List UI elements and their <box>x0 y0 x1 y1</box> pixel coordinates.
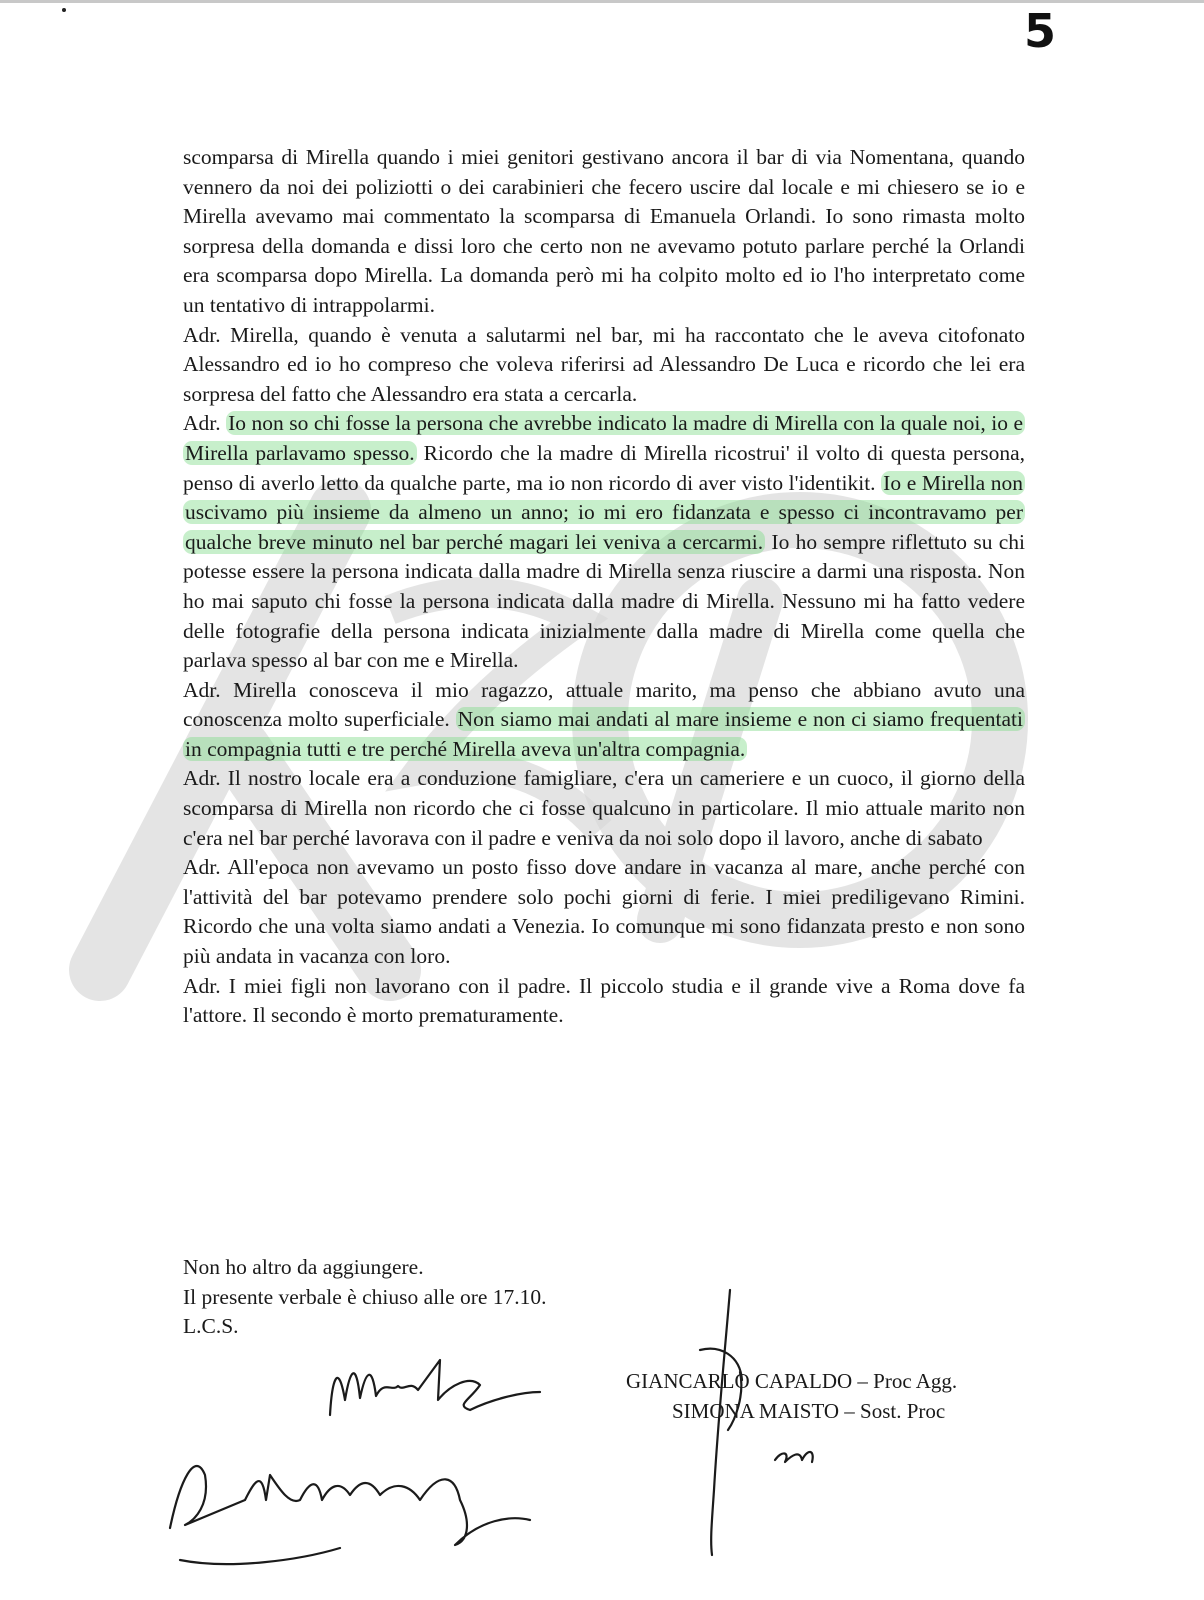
closing-time: Il presente verbale è chiuso alle ore 17.10. <box>183 1284 547 1309</box>
text-segment: Adr. Il nostro locale era a conduzione famigliare, c'era un cameriere e un cuoco, il giorno della scomparsa di Mirella non ricordo che ci fosse qualcuno in particolare. Il mio attuale marito non c'era nel bar perché lavorava con il padre e veniva da noi solo dopo il lavoro, anche di sabato <box>183 766 1025 850</box>
closing-statement: Non ho altro da aggiungere. <box>183 1255 424 1279</box>
signatory-maisto: SIMONA MAISTO – Sost. Proc <box>672 1399 946 1423</box>
signature-witness-1 <box>330 1360 540 1415</box>
paragraph <box>183 853 1025 971</box>
paragraph <box>183 764 1025 853</box>
signatories-block <box>626 1366 957 1426</box>
paragraph <box>183 972 1025 1031</box>
signature-witness-2 <box>170 1466 530 1545</box>
text-segment: Adr. I miei figli non lavorano con il padre. Il piccolo studia e il grande vive a Roma dove fa l'attore. Il secondo è morto prematuramente. <box>183 973 1025 1028</box>
highlighted-text: Io e Mirella non uscivamo più insieme da almeno un anno; io mi ero fidanzata e spesso ci incontravamo per qualche breve minuto nel bar perché magari lei veniva a cercarmi. <box>185 470 1023 554</box>
text-segment: Adr. <box>183 411 227 436</box>
signatory-capaldo: GIANCARLO CAPALDO – Proc Agg. <box>626 1369 958 1393</box>
scan-speck <box>62 8 66 12</box>
verbale-body <box>183 143 1025 1031</box>
page-top-border <box>0 0 1204 3</box>
paragraph <box>183 409 1025 675</box>
text-segment: scomparsa di Mirella quando i miei genitori gestivano ancora il bar di via Nomentana, quando vennero da noi dei poliziotti o dei carabinieri che fecero uscire dal locale e mi chiesero se io e Mirella avevamo mai commentato la scomparsa di Emanuela Orlandi. Io sono rimasta molto sorpresa della domanda e dissi loro che certo non ne avevamo potuto parlare perché la Orlandi era scomparsa dopo Mirella. La domanda però mi ha colpito molto ed io l'ho interpretato come un tentativo di intrappolarmi. <box>183 145 1025 317</box>
text-segment: Ricordo che la madre di Mirella ricostrui' il volto di questa persona, penso di averlo letto da qualche parte, ma io non ricordo di aver visto l'identikit. <box>183 440 1025 495</box>
highlighted-text: Non siamo mai andati al mare insieme e non ci siamo frequentati in compagnia tutti e tre perché Mirella aveva un'altra compagnia. <box>185 707 1024 761</box>
closing-block <box>183 1253 547 1342</box>
page-number: 5 <box>1023 4 1056 58</box>
text-segment: Adr. Mirella, quando è venuta a salutarmi nel bar, mi ha raccontato che le aveva citofonato Alessandro ed io ho compreso che voleva riferirsi ad Alessandro De Luca e ricordo che lei era sorpresa del fatto che Alessandro era stata a cercarla. <box>183 322 1025 406</box>
text-segment: Adr. All'epoca non avevamo un posto fisso dove andare in vacanza al mare, anche perché con l'attività del bar potevamo prendere solo pochi giorni di ferie. I miei prediligevano Rimini. Ricordo che una volta siamo andati a Venezia. Io comunque mi sono fidanzata presto e non sono più andata in vacanza con loro. <box>183 855 1025 969</box>
paragraph <box>183 676 1025 765</box>
text-segment: Adr. Mirella conosceva il mio ragazzo, attuale marito, ma penso che abbiano avuto una conoscenza molto superficiale. <box>183 677 1025 732</box>
paragraph <box>183 321 1025 410</box>
lcs-mark: L.C.S. <box>183 1314 239 1339</box>
paragraph <box>183 143 1025 321</box>
text-segment: Io ho sempre riflettuto su chi potesse essere la persona indicata dalla madre di Mirella senza riuscire a darmi una risposta. Non ho mai saputo chi fosse la persona indicata dalla madre di Mirella. Nessuno mi ha fatto vedere delle fotografie della persona indicata inizialmente dalla madre di Mirella come quella che parlava spesso al bar con me e Mirella. <box>183 529 1026 673</box>
highlighted-text: Io non so chi fosse la persona che avrebbe indicato la madre di Mirella con la quale noi, io e Mirella parlavamo spesso. <box>185 411 1023 465</box>
